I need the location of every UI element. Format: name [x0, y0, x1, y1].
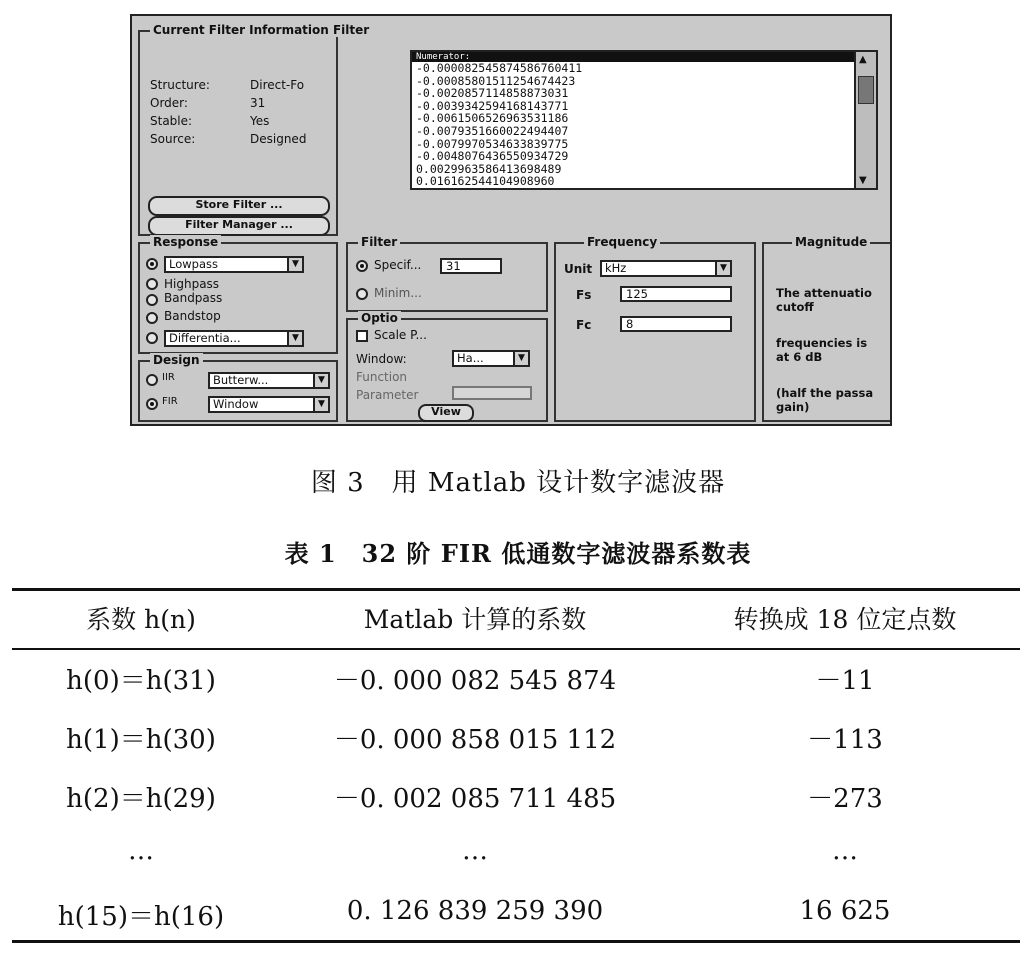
minimum-order-label: Minim... — [374, 286, 422, 300]
response-type-title: Response — [150, 235, 221, 249]
figure-caption: 图 3 用 Matlab 设计数字滤波器 — [310, 468, 726, 498]
bandstop-radio[interactable] — [146, 312, 158, 324]
fir-radio[interactable] — [146, 398, 158, 410]
minimum-order-radio[interactable] — [356, 288, 368, 300]
window-select[interactable] — [452, 350, 530, 367]
table-header-cell: 系数 h(n) — [86, 605, 196, 634]
magnitude-text-line: at 6 dB — [776, 350, 823, 364]
coefficient-line[interactable]: -0.0048076436550934729 — [416, 149, 569, 164]
table-cell: h(2)＝h(29) — [66, 784, 216, 814]
matlab-fdatool-screenshot — [130, 14, 892, 426]
info-value: Direct-Fo — [250, 78, 305, 92]
table-top-rule — [12, 588, 1020, 591]
chevron-down-icon[interactable]: ▼ — [313, 374, 328, 387]
table-cell: 16 625 — [799, 896, 891, 926]
options-title: Optio — [358, 311, 401, 325]
response-type-panel — [138, 235, 338, 354]
view-window-button[interactable]: View — [418, 404, 474, 422]
coefficient-list-header: Numerator: — [412, 52, 876, 62]
scroll-down-icon[interactable]: ▼ — [859, 175, 867, 186]
differentiator-select-value: Differentia... — [169, 331, 241, 345]
options-panel — [346, 311, 548, 422]
fc-label: Fc — [576, 318, 592, 332]
lowpass-radio[interactable] — [146, 258, 158, 270]
table-cell: … — [462, 836, 488, 866]
table-cell: －0. 000 082 545 874 — [333, 666, 617, 696]
coefficient-line[interactable]: -0.000082545874586760411 — [416, 61, 583, 75]
bandstop-label: Bandstop — [164, 309, 221, 323]
specify-order-radio[interactable] — [356, 260, 368, 272]
magnitude-text-line: frequencies is — [776, 336, 868, 350]
magnitude-text-line: cutoff — [776, 300, 814, 314]
magnitude-panel — [762, 235, 892, 422]
table-bottom-rule — [12, 940, 1020, 943]
info-label: Stable: — [150, 114, 193, 128]
iir-method-value: Butterw... — [213, 373, 269, 387]
frequency-panel — [554, 235, 756, 422]
coefficient-line[interactable]: -0.0020857114858873031 — [416, 86, 569, 101]
store-filter-button[interactable]: Store Filter ... — [148, 196, 330, 216]
differentiator-select[interactable] — [164, 330, 304, 347]
order-input[interactable]: 31 — [440, 258, 502, 274]
info-row-order — [150, 96, 340, 112]
magnitude-title: Magnitude — [792, 235, 870, 249]
specify-order-label: Specif... — [374, 258, 422, 272]
table-cell: －0. 002 085 711 485 — [333, 784, 617, 814]
filter-manager-button[interactable]: Filter Manager ... — [148, 216, 330, 236]
chevron-down-icon[interactable]: ▼ — [313, 398, 328, 411]
highpass-radio[interactable] — [146, 278, 158, 290]
table-cell: h(1)＝h(30) — [66, 725, 216, 755]
table-cell: 0. 126 839 259 390 — [346, 896, 604, 926]
lowpass-select[interactable] — [164, 256, 304, 273]
info-row-source — [150, 132, 340, 148]
coefficient-line[interactable]: -0.00085801511254674423 — [416, 73, 576, 88]
coefficient-line[interactable]: 0.0029963586413698489 — [416, 161, 562, 176]
table-cell: －0. 000 858 015 112 — [333, 725, 617, 755]
info-label: Source: — [150, 132, 196, 146]
table-cell: h(15)＝h(16) — [57, 902, 225, 932]
parameter-input — [452, 386, 532, 400]
scroll-thumb[interactable] — [858, 76, 874, 104]
window-select-value: Ha... — [457, 351, 484, 365]
parameter-label: Parameter — [356, 388, 419, 402]
bandpass-radio[interactable] — [146, 294, 158, 306]
coefficient-line[interactable]: 0.016162544104908960 — [416, 174, 555, 189]
info-label: Structure: — [150, 78, 210, 92]
info-row-structure — [150, 78, 340, 94]
info-value: Yes — [250, 114, 270, 128]
fs-label: Fs — [576, 288, 592, 302]
units-select-value: kHz — [605, 261, 627, 275]
coefficient-line[interactable]: -0.0039342594168143771 — [416, 98, 569, 113]
design-method-title: Design — [150, 353, 203, 367]
table-header-rule — [12, 648, 1020, 650]
chevron-down-icon[interactable]: ▼ — [287, 332, 302, 345]
table-cell: … — [128, 836, 154, 866]
fs-input[interactable]: 125 — [620, 286, 732, 302]
fir-label: FIR — [162, 396, 178, 407]
table-cell: h(0)＝h(31) — [66, 666, 216, 696]
iir-label: IIR — [162, 372, 175, 383]
chevron-down-icon[interactable]: ▼ — [287, 258, 302, 271]
coefficient-line[interactable]: -0.0079970534633839775 — [416, 136, 569, 151]
coefficient-line[interactable]: -0.0061506526963531186 — [416, 111, 569, 126]
differentiator-radio[interactable] — [146, 332, 158, 344]
highpass-label: Highpass — [164, 277, 220, 291]
table-header-cell: Matlab 计算的系数 — [363, 605, 587, 634]
magnitude-text-line: (half the passa — [776, 386, 874, 400]
units-select[interactable] — [600, 260, 732, 277]
table-cell: －113 — [807, 725, 883, 755]
fc-input[interactable]: 8 — [620, 316, 732, 332]
current-filter-info-panel — [138, 23, 370, 236]
scale-passband-label: Scale P... — [374, 328, 427, 342]
scale-passband-checkbox[interactable] — [356, 330, 368, 342]
window-label: Window: — [356, 352, 407, 366]
info-value: 31 — [250, 96, 266, 110]
filter-order-title: Filter — [358, 235, 400, 249]
info-value: Designed — [250, 132, 307, 146]
current-filter-info-title: Current Filter Information Filter — [150, 23, 372, 37]
chevron-down-icon[interactable]: ▼ — [715, 262, 730, 275]
coefficient-scrollbar[interactable] — [854, 52, 876, 188]
table-cell: … — [832, 836, 858, 866]
filter-order-panel — [346, 235, 548, 312]
table-caption: 表 1 32 阶 FIR 低通数字滤波器系数表 — [284, 539, 752, 568]
design-method-panel — [138, 353, 338, 422]
coefficient-line[interactable]: -0.0079351660022494407 — [416, 123, 569, 138]
magnitude-text-line: The attenuatio — [776, 286, 872, 300]
scroll-up-icon[interactable]: ▲ — [859, 54, 867, 65]
iir-method-select[interactable] — [208, 372, 330, 389]
frequency-title: Frequency — [584, 235, 660, 249]
coefficient-listbox[interactable] — [410, 50, 878, 190]
fir-method-value: Window — [213, 397, 259, 411]
info-row-stable — [150, 114, 340, 130]
function-label: Function — [356, 370, 408, 384]
table-cell: －273 — [807, 784, 883, 814]
lowpass-select-value: Lowpass — [169, 257, 218, 271]
bandpass-label: Bandpass — [164, 291, 223, 305]
iir-radio[interactable] — [146, 374, 158, 386]
table-header-cell: 转换成 18 位定点数 — [733, 605, 957, 634]
magnitude-text-line: gain) — [776, 400, 810, 414]
fir-method-select[interactable] — [208, 396, 330, 413]
table-cell: －11 — [815, 666, 875, 696]
info-label: Order: — [150, 96, 188, 110]
chevron-down-icon[interactable]: ▼ — [513, 352, 528, 365]
units-label: Unit — [564, 262, 593, 276]
